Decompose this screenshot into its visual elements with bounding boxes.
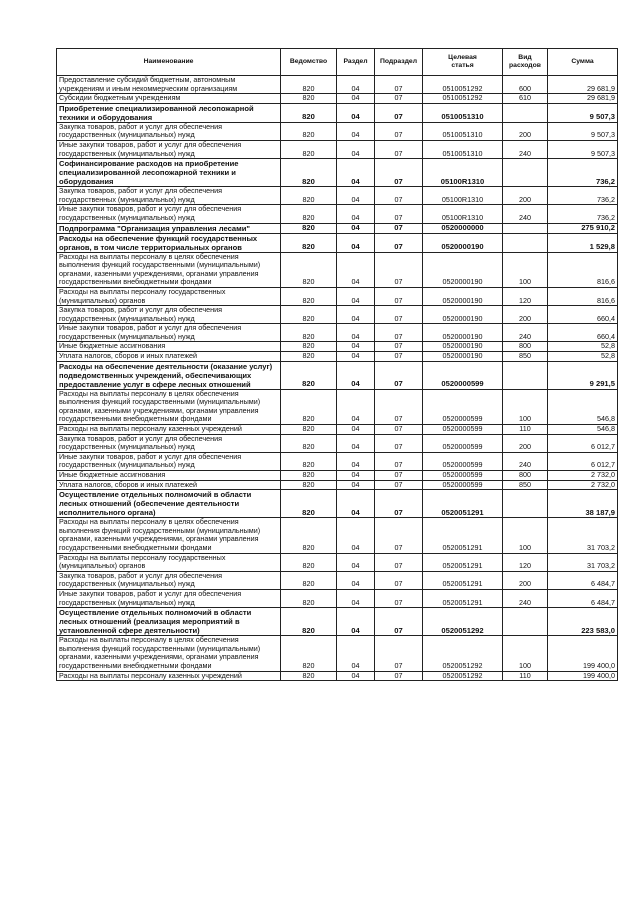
cell-sum: 31 703,2 xyxy=(548,553,618,571)
cell-cel: 0510051310 xyxy=(423,140,503,158)
cell-ved: 820 xyxy=(281,571,337,589)
cell-cel: 0520000190 xyxy=(423,324,503,342)
cell-vid: 100 xyxy=(503,518,548,553)
table-row xyxy=(57,159,618,187)
cell-vid: 240 xyxy=(503,452,548,470)
cell-cel: 0510051310 xyxy=(423,122,503,140)
cell-ved: 820 xyxy=(281,233,337,252)
cell-name: Осуществление отдельных полномочий в области лесных отношений (реализация мероприятий в установленной сфере деятельности) xyxy=(57,608,281,636)
cell-sum: 660,4 xyxy=(548,306,618,324)
cell-name: Расходы на выплаты персоналу в целях обеспечения выполнения функций государственными (муниципальными) органами, казенными учреждениями, органами управления государственными внебюджетными фондами xyxy=(57,636,281,671)
cell-vid xyxy=(503,103,548,122)
cell-cel: 0520000190 xyxy=(423,352,503,362)
cell-sum: 52,8 xyxy=(548,352,618,362)
cell-sum: 29 681,9 xyxy=(548,94,618,104)
cell-razd: 04 xyxy=(337,671,375,681)
cell-ved: 820 xyxy=(281,589,337,607)
cell-cel: 0520000190 xyxy=(423,252,503,287)
table-row xyxy=(57,589,618,607)
cell-sum: 9 291,5 xyxy=(548,361,618,389)
cell-razd: 04 xyxy=(337,233,375,252)
cell-podr: 07 xyxy=(375,671,423,681)
cell-ved: 820 xyxy=(281,159,337,187)
cell-name: Уплата налогов, сборов и иных платежей xyxy=(57,480,281,490)
cell-razd: 04 xyxy=(337,361,375,389)
cell-ved: 820 xyxy=(281,434,337,452)
table-row xyxy=(57,187,618,205)
cell-podr: 07 xyxy=(375,205,423,223)
cell-cel: 0520051292 xyxy=(423,636,503,671)
header-ved: Ведомство xyxy=(281,49,337,76)
cell-podr: 07 xyxy=(375,518,423,553)
cell-name: Иные закупки товаров, работ и услуг для обеспечения государственных (муниципальных) нужд xyxy=(57,140,281,158)
cell-cel: 0520000190 xyxy=(423,233,503,252)
cell-sum: 2 732,0 xyxy=(548,480,618,490)
cell-ved: 820 xyxy=(281,103,337,122)
cell-razd: 04 xyxy=(337,159,375,187)
cell-ved: 820 xyxy=(281,480,337,490)
cell-ved: 820 xyxy=(281,361,337,389)
cell-cel: 0520051291 xyxy=(423,553,503,571)
cell-name: Расходы на выплаты персоналу в целях обеспечения выполнения функций государственными (муниципальными) органами, казенными учреждениями, органами управления государственными внебюджетными фондами xyxy=(57,252,281,287)
cell-vid: 800 xyxy=(503,342,548,352)
table-row xyxy=(57,140,618,158)
cell-vid: 240 xyxy=(503,589,548,607)
cell-sum: 223 583,0 xyxy=(548,608,618,636)
cell-podr: 07 xyxy=(375,389,423,424)
cell-ved: 820 xyxy=(281,76,337,94)
cell-razd: 04 xyxy=(337,518,375,553)
cell-podr: 07 xyxy=(375,94,423,104)
table-row xyxy=(57,571,618,589)
cell-ved: 820 xyxy=(281,324,337,342)
cell-sum: 816,6 xyxy=(548,252,618,287)
cell-razd: 04 xyxy=(337,306,375,324)
cell-razd: 04 xyxy=(337,76,375,94)
cell-cel: 0510051292 xyxy=(423,76,503,94)
cell-ved: 820 xyxy=(281,636,337,671)
cell-razd: 04 xyxy=(337,94,375,104)
cell-podr: 07 xyxy=(375,636,423,671)
cell-name: Предоставление субсидий бюджетным, автономным учреждениям и иным некоммерческим организациям xyxy=(57,76,281,94)
table-row xyxy=(57,252,618,287)
cell-razd: 04 xyxy=(337,140,375,158)
cell-vid xyxy=(503,490,548,518)
cell-ved: 820 xyxy=(281,352,337,362)
cell-sum: 2 732,0 xyxy=(548,471,618,481)
cell-razd: 04 xyxy=(337,571,375,589)
cell-podr: 07 xyxy=(375,159,423,187)
cell-name: Расходы на обеспечение функций государственных органов, в том числе территориальных органов xyxy=(57,233,281,252)
cell-vid: 110 xyxy=(503,425,548,435)
cell-vid: 800 xyxy=(503,471,548,481)
cell-name: Закупка товаров, работ и услуг для обеспечения государственных (муниципальных) нужд xyxy=(57,122,281,140)
cell-name: Закупка товаров, работ и услуг для обеспечения государственных (муниципальных) нужд xyxy=(57,434,281,452)
cell-razd: 04 xyxy=(337,205,375,223)
cell-vid: 200 xyxy=(503,571,548,589)
cell-ved: 820 xyxy=(281,608,337,636)
table-row xyxy=(57,223,618,233)
cell-podr: 07 xyxy=(375,589,423,607)
cell-ved: 820 xyxy=(281,187,337,205)
cell-name: Иные закупки товаров, работ и услуг для обеспечения государственных (муниципальных) нужд xyxy=(57,452,281,470)
table-row xyxy=(57,480,618,490)
cell-razd: 04 xyxy=(337,553,375,571)
table-row xyxy=(57,389,618,424)
cell-cel: 0520000599 xyxy=(423,471,503,481)
cell-cel: 0520000599 xyxy=(423,434,503,452)
cell-podr: 07 xyxy=(375,608,423,636)
cell-vid: 100 xyxy=(503,636,548,671)
cell-razd: 04 xyxy=(337,223,375,233)
cell-sum: 9 507,3 xyxy=(548,140,618,158)
cell-razd: 04 xyxy=(337,342,375,352)
cell-razd: 04 xyxy=(337,480,375,490)
header-podr: Подраздел xyxy=(375,49,423,76)
cell-cel: 0520000190 xyxy=(423,287,503,305)
table-row xyxy=(57,425,618,435)
cell-podr: 07 xyxy=(375,571,423,589)
budget-table-page xyxy=(56,48,617,681)
cell-ved: 820 xyxy=(281,205,337,223)
cell-ved: 820 xyxy=(281,553,337,571)
cell-cel: 0510051292 xyxy=(423,94,503,104)
cell-podr: 07 xyxy=(375,306,423,324)
cell-sum: 546,8 xyxy=(548,425,618,435)
cell-vid: 610 xyxy=(503,94,548,104)
cell-ved: 820 xyxy=(281,287,337,305)
cell-sum: 660,4 xyxy=(548,324,618,342)
cell-name: Приобретение специализированной лесопожарной техники и оборудования xyxy=(57,103,281,122)
table-row xyxy=(57,452,618,470)
cell-cel: 0520000599 xyxy=(423,452,503,470)
cell-cel: 0520000190 xyxy=(423,342,503,352)
cell-razd: 04 xyxy=(337,589,375,607)
cell-sum: 736,2 xyxy=(548,187,618,205)
cell-razd: 04 xyxy=(337,389,375,424)
cell-cel: 0520000599 xyxy=(423,361,503,389)
cell-podr: 07 xyxy=(375,480,423,490)
cell-sum: 52,8 xyxy=(548,342,618,352)
cell-razd: 04 xyxy=(337,352,375,362)
cell-vid: 200 xyxy=(503,122,548,140)
cell-razd: 04 xyxy=(337,425,375,435)
cell-vid xyxy=(503,159,548,187)
cell-sum: 275 910,2 xyxy=(548,223,618,233)
table-row xyxy=(57,122,618,140)
cell-podr: 07 xyxy=(375,342,423,352)
cell-vid: 200 xyxy=(503,187,548,205)
cell-name: Осуществление отдельных полномочий в области лесных отношений (обеспечение деятельности исполнительного органа) xyxy=(57,490,281,518)
cell-sum: 199 400,0 xyxy=(548,636,618,671)
cell-podr: 07 xyxy=(375,490,423,518)
cell-sum: 38 187,9 xyxy=(548,490,618,518)
cell-ved: 820 xyxy=(281,490,337,518)
cell-name: Расходы на выплаты персоналу казенных учреждений xyxy=(57,671,281,681)
cell-name: Расходы на обеспечение деятельности (оказание услуг) подведомственных учреждений, обеспечивающих предоставление услуг в сфере лесных отношений xyxy=(57,361,281,389)
cell-razd: 04 xyxy=(337,324,375,342)
cell-vid: 200 xyxy=(503,434,548,452)
cell-name: Закупка товаров, работ и услуг для обеспечения государственных (муниципальных) нужд xyxy=(57,306,281,324)
cell-sum: 816,6 xyxy=(548,287,618,305)
cell-ved: 820 xyxy=(281,306,337,324)
cell-vid xyxy=(503,233,548,252)
cell-vid: 600 xyxy=(503,76,548,94)
cell-name: Субсидии бюджетным учреждениям xyxy=(57,94,281,104)
cell-vid: 120 xyxy=(503,287,548,305)
cell-sum: 9 507,3 xyxy=(548,122,618,140)
cell-vid: 240 xyxy=(503,324,548,342)
cell-name: Иные бюджетные ассигнования xyxy=(57,471,281,481)
cell-razd: 04 xyxy=(337,434,375,452)
cell-cel: 05100R1310 xyxy=(423,159,503,187)
cell-vid xyxy=(503,608,548,636)
table-row xyxy=(57,671,618,681)
cell-name: Расходы на выплаты персоналу казенных учреждений xyxy=(57,425,281,435)
cell-ved: 820 xyxy=(281,425,337,435)
cell-ved: 820 xyxy=(281,140,337,158)
cell-ved: 820 xyxy=(281,122,337,140)
cell-razd: 04 xyxy=(337,471,375,481)
table-row xyxy=(57,361,618,389)
cell-vid: 240 xyxy=(503,140,548,158)
cell-vid: 100 xyxy=(503,252,548,287)
cell-vid: 240 xyxy=(503,205,548,223)
table-row xyxy=(57,553,618,571)
cell-razd: 04 xyxy=(337,252,375,287)
table-row xyxy=(57,324,618,342)
cell-podr: 07 xyxy=(375,103,423,122)
cell-podr: 07 xyxy=(375,252,423,287)
cell-cel: 0520051291 xyxy=(423,589,503,607)
cell-cel: 0520051292 xyxy=(423,608,503,636)
cell-cel: 0520051291 xyxy=(423,518,503,553)
cell-name: Расходы на выплаты персоналу в целях обеспечения выполнения функций государственными (муниципальными) органами, казенными учреждениями, органами управления государственными внебюджетными фондами xyxy=(57,518,281,553)
cell-sum: 9 507,3 xyxy=(548,103,618,122)
cell-vid: 110 xyxy=(503,671,548,681)
cell-name: Расходы на выплаты персоналу государственных (муниципальных) органов xyxy=(57,553,281,571)
cell-podr: 07 xyxy=(375,287,423,305)
cell-ved: 820 xyxy=(281,518,337,553)
cell-sum: 6 484,7 xyxy=(548,571,618,589)
cell-cel: 0520051291 xyxy=(423,571,503,589)
table-body xyxy=(57,76,618,681)
header-cel: Целевая статья xyxy=(423,49,503,76)
table-row xyxy=(57,233,618,252)
cell-razd: 04 xyxy=(337,103,375,122)
cell-podr: 07 xyxy=(375,122,423,140)
cell-podr: 07 xyxy=(375,324,423,342)
cell-podr: 07 xyxy=(375,361,423,389)
cell-vid: 200 xyxy=(503,306,548,324)
table-row xyxy=(57,205,618,223)
cell-name: Уплата налогов, сборов и иных платежей xyxy=(57,352,281,362)
table-row xyxy=(57,306,618,324)
cell-name: Иные закупки товаров, работ и услуг для обеспечения государственных (муниципальных) нужд xyxy=(57,324,281,342)
cell-podr: 07 xyxy=(375,140,423,158)
cell-razd: 04 xyxy=(337,187,375,205)
cell-vid: 850 xyxy=(503,480,548,490)
cell-podr: 07 xyxy=(375,352,423,362)
cell-cel: 0510051310 xyxy=(423,103,503,122)
cell-ved: 820 xyxy=(281,342,337,352)
table-row xyxy=(57,434,618,452)
table-row xyxy=(57,352,618,362)
cell-sum: 1 529,8 xyxy=(548,233,618,252)
cell-ved: 820 xyxy=(281,223,337,233)
cell-razd: 04 xyxy=(337,636,375,671)
cell-razd: 04 xyxy=(337,122,375,140)
cell-cel: 05100R1310 xyxy=(423,187,503,205)
cell-razd: 04 xyxy=(337,452,375,470)
cell-razd: 04 xyxy=(337,608,375,636)
table-header-row xyxy=(57,49,618,76)
cell-name: Подпрограмма "Организация управления лесами" xyxy=(57,223,281,233)
cell-name: Софинансирование расходов на приобретение специализированной лесопожарной техники и оборудования xyxy=(57,159,281,187)
table-row xyxy=(57,490,618,518)
cell-razd: 04 xyxy=(337,490,375,518)
cell-ved: 820 xyxy=(281,671,337,681)
cell-sum: 6 012,7 xyxy=(548,434,618,452)
cell-podr: 07 xyxy=(375,452,423,470)
cell-podr: 07 xyxy=(375,553,423,571)
cell-name: Иные закупки товаров, работ и услуг для обеспечения государственных (муниципальных) нужд xyxy=(57,589,281,607)
cell-sum: 6 012,7 xyxy=(548,452,618,470)
cell-cel: 0520000599 xyxy=(423,389,503,424)
table-row xyxy=(57,287,618,305)
cell-name: Расходы на выплаты персоналу государственных (муниципальных) органов xyxy=(57,287,281,305)
cell-vid xyxy=(503,361,548,389)
cell-cel: 0520000599 xyxy=(423,480,503,490)
table-row xyxy=(57,342,618,352)
cell-sum: 199 400,0 xyxy=(548,671,618,681)
table-row xyxy=(57,471,618,481)
cell-ved: 820 xyxy=(281,252,337,287)
cell-sum: 736,2 xyxy=(548,205,618,223)
cell-sum: 29 681,9 xyxy=(548,76,618,94)
cell-vid: 120 xyxy=(503,553,548,571)
table-row xyxy=(57,103,618,122)
cell-podr: 07 xyxy=(375,434,423,452)
cell-sum: 31 703,2 xyxy=(548,518,618,553)
cell-cel: 0520000190 xyxy=(423,306,503,324)
cell-cel: 0520051292 xyxy=(423,671,503,681)
table-row xyxy=(57,76,618,94)
table-row xyxy=(57,94,618,104)
cell-podr: 07 xyxy=(375,471,423,481)
cell-podr: 07 xyxy=(375,223,423,233)
table-row xyxy=(57,518,618,553)
cell-ved: 820 xyxy=(281,471,337,481)
cell-vid: 100 xyxy=(503,389,548,424)
cell-podr: 07 xyxy=(375,187,423,205)
header-name: Наименование xyxy=(57,49,281,76)
cell-cel: 0520000599 xyxy=(423,425,503,435)
header-razd: Раздел xyxy=(337,49,375,76)
cell-podr: 07 xyxy=(375,233,423,252)
cell-cel: 0520000000 xyxy=(423,223,503,233)
cell-vid: 850 xyxy=(503,352,548,362)
cell-vid xyxy=(503,223,548,233)
header-vid: Вид расходов xyxy=(503,49,548,76)
cell-cel: 0520051291 xyxy=(423,490,503,518)
header-sum: Сумма xyxy=(548,49,618,76)
cell-name: Закупка товаров, работ и услуг для обеспечения государственных (муниципальных) нужд xyxy=(57,187,281,205)
cell-podr: 07 xyxy=(375,425,423,435)
cell-sum: 546,8 xyxy=(548,389,618,424)
cell-name: Расходы на выплаты персоналу в целях обеспечения выполнения функций государственными (муниципальными) органами, казенными учреждениями, органами управления государственными внебюджетными фондами xyxy=(57,389,281,424)
cell-name: Закупка товаров, работ и услуг для обеспечения государственных (муниципальных) нужд xyxy=(57,571,281,589)
cell-sum: 6 484,7 xyxy=(548,589,618,607)
cell-ved: 820 xyxy=(281,452,337,470)
cell-sum: 736,2 xyxy=(548,159,618,187)
table-row xyxy=(57,636,618,671)
cell-podr: 07 xyxy=(375,76,423,94)
cell-name: Иные закупки товаров, работ и услуг для обеспечения государственных (муниципальных) нужд xyxy=(57,205,281,223)
cell-name: Иные бюджетные ассигнования xyxy=(57,342,281,352)
table-row xyxy=(57,608,618,636)
cell-ved: 820 xyxy=(281,94,337,104)
cell-ved: 820 xyxy=(281,389,337,424)
cell-cel: 05100R1310 xyxy=(423,205,503,223)
budget-table xyxy=(56,48,618,681)
cell-razd: 04 xyxy=(337,287,375,305)
